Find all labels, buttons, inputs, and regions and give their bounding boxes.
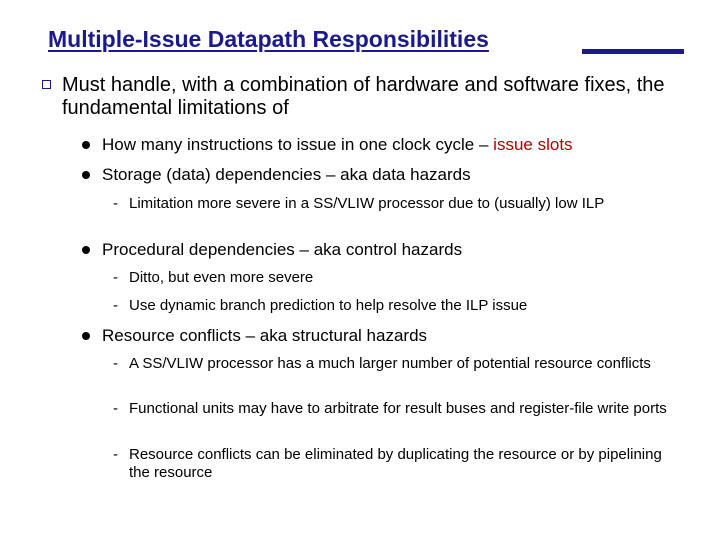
bullet-data-hazards (82, 165, 692, 185)
dot-bullet-icon (82, 246, 90, 254)
dash-marker: - (113, 400, 118, 417)
sub-bullet-branch-prediction-text: Use dynamic branch prediction to help resolve the ILP issue (129, 297, 528, 314)
bullet-data-hazards-text: Storage (data) dependencies – aka data hazards (102, 165, 471, 184)
bullet-issue-slots-text: How many instructions to issue in one clock cycle – (102, 135, 494, 154)
dot-bullet-icon (82, 141, 90, 149)
slide-title: Multiple-Issue Datapath Responsibilities (48, 26, 489, 52)
sub-bullet-branch-prediction (113, 297, 673, 315)
sub-bullet-eliminate-conflicts-text: Resource conflicts can be eliminated by duplicating the resource or by pipelining the resource (129, 446, 662, 481)
bullet-control-hazards-text: Procedural dependencies – aka control hazards (102, 240, 463, 259)
sub-bullet-resource-conflicts-count (113, 355, 673, 373)
dash-marker: - (113, 446, 118, 463)
bullet-issue-slots (82, 135, 692, 155)
square-bullet-icon (42, 80, 51, 89)
bullet-structural-hazards-text: Resource conflicts – aka structural hazards (102, 326, 428, 345)
sub-bullet-limitation-text: Limitation more severe in a SS/VLIW processor due to (usually) low ILP (129, 195, 605, 212)
dash-marker: - (113, 195, 118, 212)
intro-text: Must handle, with a combination of hardware and software fixes, the fundamental limitations of (62, 74, 665, 119)
dash-marker: - (113, 355, 118, 372)
sub-bullet-ditto (113, 269, 673, 287)
dash-marker: - (113, 297, 118, 314)
sub-bullet-functional-units (113, 400, 673, 418)
sub-bullet-eliminate-conflicts (113, 446, 673, 482)
intro-point (42, 74, 702, 120)
title-underline-bar (582, 49, 684, 54)
bullet-structural-hazards (82, 326, 692, 346)
sub-bullet-limitation (113, 195, 673, 213)
dash-marker: - (113, 269, 118, 286)
sub-bullet-functional-units-text: Functional units may have to arbitrate for result buses and register-file write ports (129, 400, 667, 417)
bullet-control-hazards (82, 240, 692, 260)
issue-slots-highlight: issue slots (493, 135, 573, 154)
sub-bullet-ditto-text: Ditto, but even more severe (129, 269, 314, 286)
dot-bullet-icon (82, 171, 90, 179)
sub-bullet-resource-conflicts-count-text: A SS/VLIW processor has a much larger number of potential resource conflicts (129, 355, 651, 372)
dot-bullet-icon (82, 332, 90, 340)
